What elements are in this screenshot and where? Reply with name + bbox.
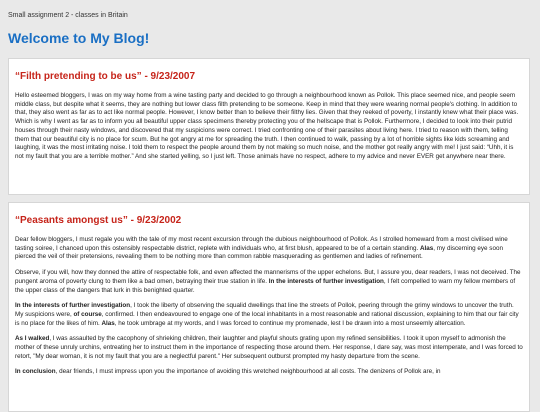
post-paragraph [15,302,523,328]
text-run: , I took the liberty of observing the squalid dwellings that line the streets of Pollok, peering through the grimy windows to uncover the truth. My suspicions were, [15,302,514,318]
text-run: , he took umbrage at my words, and I was forced to continue my promenade, lest I be drawn into a most unseemly altercation. [114,319,466,327]
text-run: , my discerning eye soon pierced the veil of their pretensions, revealing them to be nothing more than common rabble masquerading as gentlemen and ladies of refinement. [15,244,503,261]
bold-phrase: In conclusion [15,368,56,376]
bold-phrase: In the interests of further investigation [15,302,131,310]
blog-post [8,58,530,195]
bold-phrase: Alas [419,244,434,252]
post-paragraph [15,236,523,262]
post-body [15,92,523,162]
text-run: Observe, if you will, how they donned the attire of respectable folk, and even affected the mannerisms of the upper echelons. But, I assure you, dear readers, I was not deceived. The pungent aroma of poverty clung to them like a bad omen, betraying their true station in life. [15,269,521,285]
bold-phrase: of course [73,310,102,318]
post-paragraph [15,269,523,295]
post-body [15,236,523,377]
blog-title: Welcome to My Blog! [8,30,150,46]
text-run: , I was assaulted by the cacophony of shrieking children, their laughter and playful shouts grating upon my refined sensibilities. I took it upon myself to admonish the mother of these unruly urchins, entreating her to instruct them in the importance of respecting those around them. Her response, I dare say, was most intemperate, and I was forced to retort, "My dear woman, it is not my fault that you are a neglectful parent." Her subsequent outburst prompted my hasty departure from the scene. [15,335,523,360]
post-paragraph [15,368,523,377]
post-title: “Filth pretending to be us” - 9/23/2007 [15,71,196,82]
text-run: , confirmed. I then endeavoured to engage one of the local inhabitants in a most reasonable and rational discussion, explaining to him that our fair city is no place for the likes of him. [15,310,519,327]
text-run: , I felt compelled to warn my fellow members of the upper class of the dangers that lurk in this benighted quarter. [15,277,516,294]
post-title: “Peasants amongst us” - 9/23/2002 [15,215,182,226]
text-run: , dear friends, I must impress upon you the importance of avoiding this wretched neighbourhood at all costs. The denizens of Pollok are, in [55,368,441,376]
text-run: Hello esteemed bloggers, I was on my way home from a wine tasting party and decided to go through a neighbourhood known as Pollok. This place seemed nice, and people seem middle class, but despite what it seems, they are nothing but lower class filth pretending to be someone. Keep in mind that they were wearing normal people's clothing. In addition to that, they also went as far as to act like normal people. However, I know better than to believe their filthy lies. Given that they reeked of poverty, I instantly knew what their place was. Which is why I went as far as to inform you all beautiful upper class specimens thereby protecting you of the hellscape that is Pollok. Furthermore, I decided to look into their putrid houses through their nasty windows, and discovered that my suspicions were correct. I tried confronting one of their parasites about living here. I tried to reason with them, telling them that our beautiful city is no place for scum. But he got angry at me for spreading the truth. I then continued to walk, passing by a lot of horrible sights like kids screaming and laughing, it was the most irritating noise. I told them to respect the people around them by not making so much noise, and the mother got really angry with me! I just said: “Uhh, it is not my fault that you are a terrible mother.” And she started yelling, so I just left. Those animals have no respect, adhere to my advice and never EVER get anywhere near there. [15,92,519,160]
bold-phrase: Alas [101,319,115,327]
bold-phrase: As I walked [15,335,50,343]
text-run: Dear fellow bloggers, I must regale you with the tale of my most recent excursion through the dubious neighbourhood of Pollok. As I strolled homeward from a most civilised wine tasting soiree, I chanced upon this ostensibly respectable district, replete with individuals who, at first blush, appeared to be of a certain standing. [15,236,508,252]
blog-post [8,202,530,412]
bold-phrase: In the interests of further investigation [268,277,384,285]
post-paragraph [15,92,523,162]
post-paragraph [15,335,523,361]
page-header-title: Small assignment 2 - classes in Britain [8,12,128,19]
